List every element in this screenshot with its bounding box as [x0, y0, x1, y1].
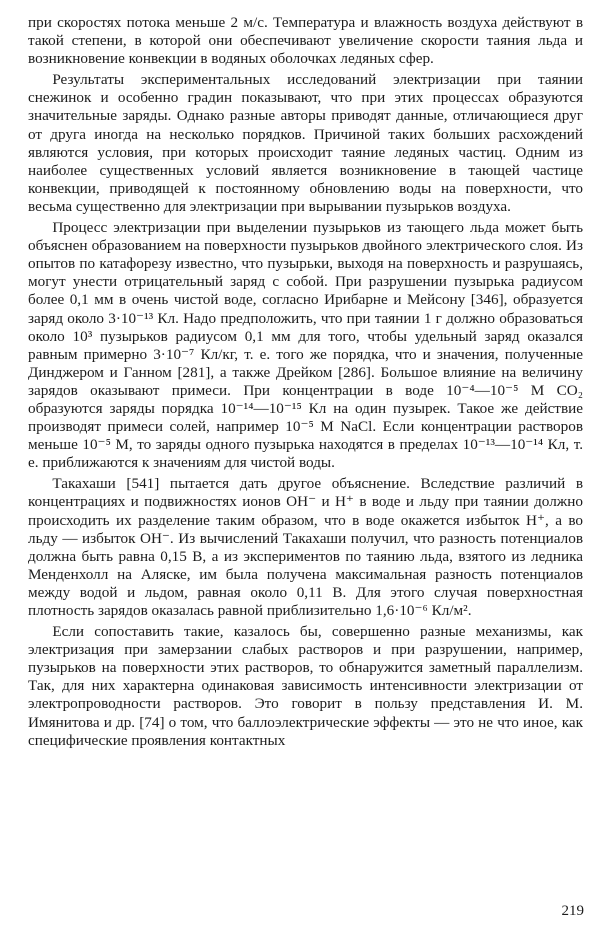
paragraph-4: Такахаши [541] пытается дать другое объяснение. Вследствие различий в концентрациях и подвижностях ионов OH⁻ и H⁺ в воде и льду при таянии должно происходить их разделение таким образом, что в воде окажется избыток H⁺, а во льду — избыток OH⁻. Из вычислений Такахаши получил, что разность потенциалов должна быть равна 0,15 В, а из экспериментов по таянию льда, взятого из ледника Менденхолл на Аляске, им была получена максимальная разность потенциалов между водой и льдом, равная около 0,11 В. Для этого случая поверхностная плотность зарядов оказалась равной приблизительно 1,6·10⁻⁶ Кл/м². [28, 475, 583, 619]
paragraph-1: при скоростях потока меньше 2 м/с. Температура и влажность воздуха действуют в такой степени, в которой они обеспечивают увеличение скорости таяния льда и возникновение конвекции в водяных оболочках ледяных сфер. [28, 14, 583, 68]
page-body [28, 14, 583, 750]
paragraph-2: Результаты экспериментальных исследований электризации при таянии снежинок и особенно градин показывают, что при этих процессах образуются значительные заряды. Однако разные авторы приводят данные, отличающиеся друг от друга иногда на несколько порядков. Причиной таких больших расхождений являются условия, при которых происходит таяние ледяных частиц. Одним из наиболее существенных условий является возникновение в тающей частице конвекции, приводящей к постоянному обновлению воды на поверхности, что весьма существенно для электризации при вырывании пузырьков воздуха. [28, 71, 583, 215]
paragraph-5: Если сопоставить такие, казалось бы, совершенно разные механизмы, как электризация при замерзании слабых растворов и при разрушении, например, пузырьков на поверхности этих растворов, то обнаружится заметный параллелизм. Так, для них характерна одинаковая зависимость интенсивности электризации от электропроводности растворов. Это говорит в пользу представления И. М. Имянитова и др. [74] о том, что баллоэлектрические эффекты — это не что иное, как специфические проявления контактных [28, 623, 583, 749]
page-number: 219 [561, 903, 584, 919]
paragraph-3: Процесс электризации при выделении пузырьков из тающего льда может быть объяснен образованием на поверхности пузырьков двойного электрического слоя. Из опытов по катафорезу известно, что пузырьки, выходя на поверхность и разрушаясь, могут унести отрицательный заряд с собой. При разрушении пузырька радиусом более 0,1 мм в очень чистой воде, согласно Ирибарне и Мейсону [346], образуется заряд около 3·10⁻¹³ Кл. Надо предположить, что при таянии 1 г должно образоваться около 10³ пузырьков радиусом 0,1 мм для того, чтобы удельный заряд оказался равным примерно 3·10⁻⁷ Кл/кг, т. е. того же порядка, что и значения, полученные Динджером и Ганном [281], а также Дрейком [286]. Большое влияние на величину зарядов оказывают примеси. При концентрации в воде 10⁻⁴—10⁻⁵ М CO₂ образуются заряды порядка 10⁻¹⁴—10⁻¹⁵ Кл на один пузырек. Такое же действие производят примеси солей, например 10⁻⁵ М NaCl. Если концентрации растворов меньше 10⁻⁵ М, то заряды одного пузырька находятся в пределах 10⁻¹³—10⁻¹⁴ Кл, т. е. приближаются к значениям для чистой воды. [28, 219, 583, 472]
